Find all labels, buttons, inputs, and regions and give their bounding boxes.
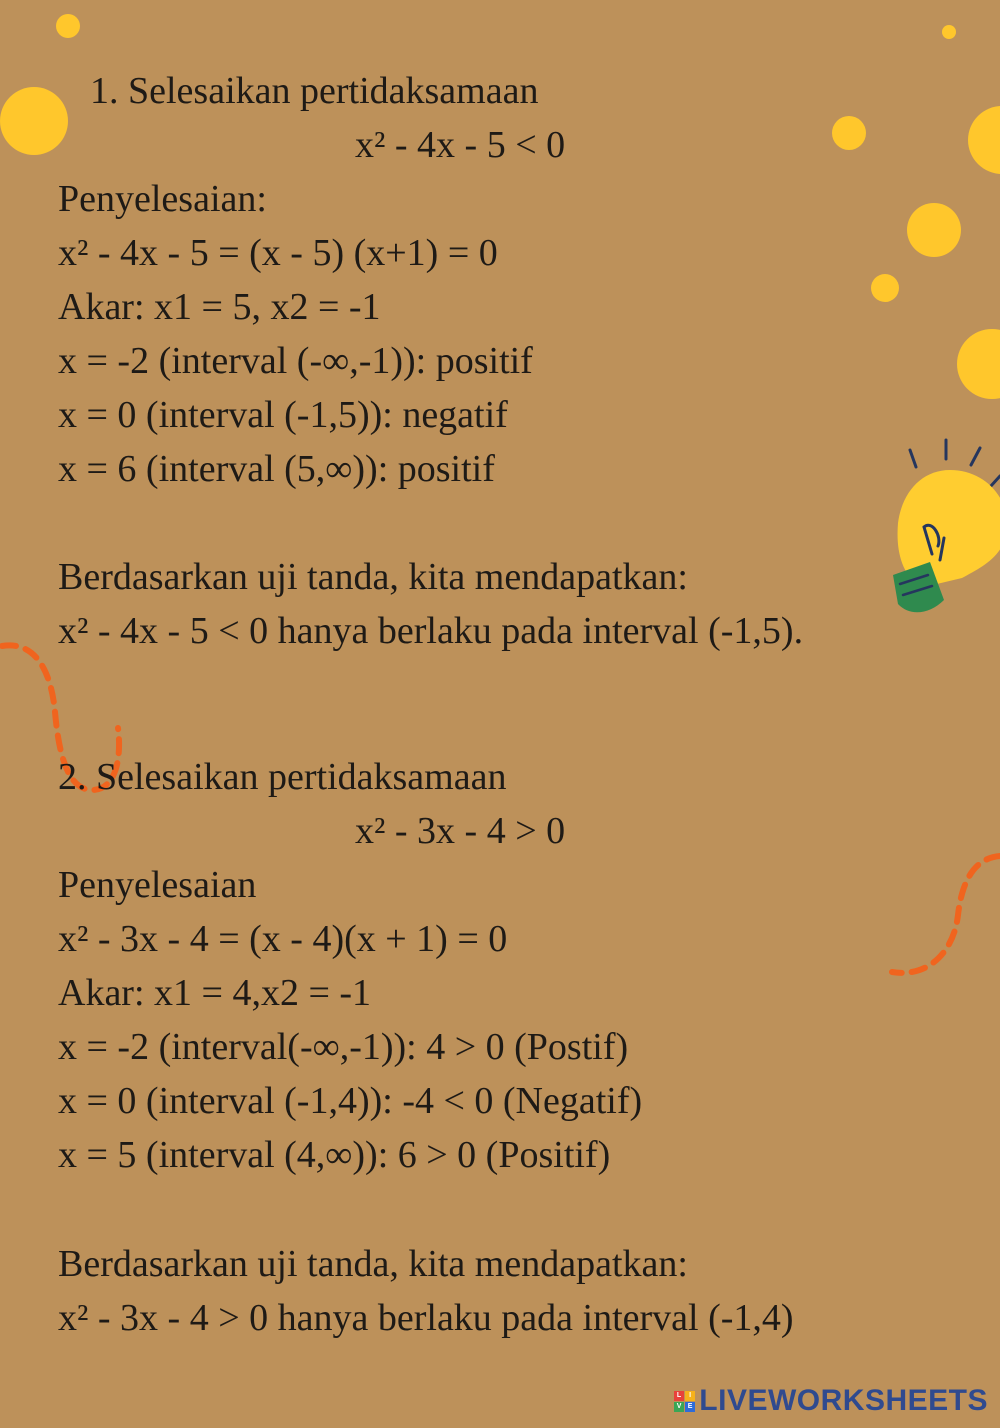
problem-1-test-1: x = -2 (interval (-∞,-1)): positif [58,340,533,382]
problem-2-conclusion-intro: Berdasarkan uji tanda, kita mendapatkan: [58,1243,688,1285]
logo-letter: V [674,1402,684,1412]
dot [957,329,1000,399]
problem-2-conclusion: x² - 3x - 4 > 0 hanya berlaku pada interval (-1,4) [58,1297,794,1339]
problem-1-conclusion-intro: Berdasarkan uji tanda, kita mendapatkan: [58,556,688,598]
dot [907,203,961,257]
problem-1-test-2: x = 0 (interval (-1,5)): negatif [58,394,508,436]
dot [0,87,68,155]
dot [871,274,899,302]
problem-2-test-3: x = 5 (interval (4,∞)): 6 > 0 (Positif) [58,1134,611,1176]
problem-1-inequality: x² - 4x - 5 < 0 [355,124,566,166]
problem-2-test-1: x = -2 (interval(-∞,-1)): 4 > 0 (Postif) [58,1026,629,1068]
problem-2-title: 2. Selesaikan pertidaksamaan [58,756,507,798]
liveworksheets-text: LIVEWORKSHEETS [699,1384,988,1417]
liveworksheets-logo[interactable] [674,1384,988,1418]
dot [968,106,1000,174]
problem-1-title: 1. Selesaikan pertidaksamaan [90,70,539,112]
problem-2-factor: x² - 3x - 4 = (x - 4)(x + 1) = 0 [58,918,508,960]
dot [942,25,956,39]
problem-2-test-2: x = 0 (interval (-1,4)): -4 < 0 (Negatif) [58,1080,643,1122]
problem-1-conclusion: x² - 4x - 5 < 0 hanya berlaku pada interval (-1,5). [58,610,804,652]
lightbulb-icon [893,440,1000,612]
problem-1-factor: x² - 4x - 5 = (x - 5) (x+1) = 0 [58,232,498,274]
liveworksheets-mark-icon [674,1391,695,1412]
logo-letter: E [685,1402,695,1412]
problem-2-inequality: x² - 3x - 4 > 0 [355,810,566,852]
problem-1-roots: Akar: x1 = 5, x2 = -1 [58,286,381,328]
bulb-rays [910,440,1000,487]
logo-letter: L [674,1391,684,1401]
logo-letter: I [685,1391,695,1401]
problem-1-heading: Penyelesaian: [58,178,267,220]
dot [832,116,866,150]
dashed-curve-right [892,856,1000,973]
problem-1-test-3: x = 6 (interval (5,∞)): positif [58,448,495,490]
problem-2-roots: Akar: x1 = 4,x2 = -1 [58,972,372,1014]
problem-2-heading: Penyelesaian [58,864,257,906]
dot [56,14,80,38]
